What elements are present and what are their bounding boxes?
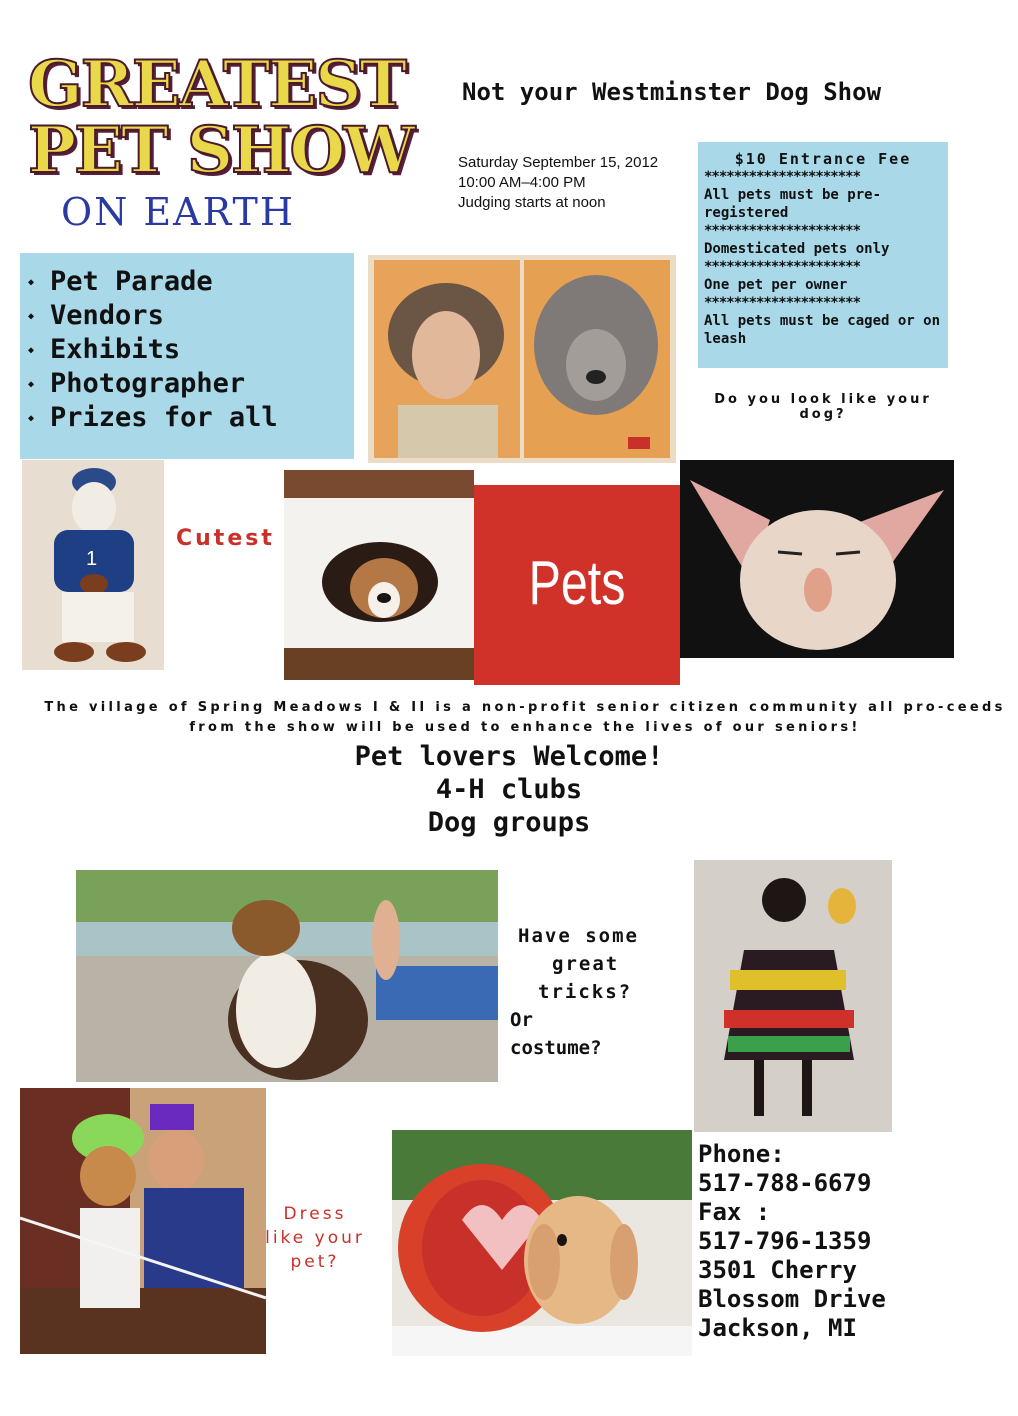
event-time: 10:00 AM–4:00 PM (458, 174, 586, 191)
tagline: Not your Westminster Dog Show (462, 78, 882, 106)
event-info (458, 153, 658, 213)
rule-item: All pets must be caged or on leash (704, 313, 941, 347)
entrance-fee: $10 Entrance Fee (734, 150, 912, 168)
svg-text:1: 1 (86, 548, 98, 570)
rule-separator: ********************* (704, 169, 861, 185)
dress-line: pet? (290, 1252, 340, 1272)
rule-separator: ********************* (704, 223, 861, 239)
beagle-high-five-photo (76, 870, 498, 1082)
feature-item: ◆ Prizes for all (28, 401, 346, 435)
phone-label: Phone: (698, 1140, 785, 1168)
rule-item: Domesticated pets only (704, 241, 890, 257)
bunny-photo (392, 1130, 692, 1356)
event-date: Saturday September 15, 2012 (458, 154, 659, 171)
welcome-line: Pet lovers Welcome! (354, 741, 664, 772)
rules-panel (698, 142, 948, 368)
feature-item: ◆ Photographer (28, 367, 346, 401)
address-line-1: 3501 Cherry (698, 1256, 857, 1284)
title-line-3: ON EARTH (60, 190, 296, 234)
village-description: The village of Spring Meadows I & II is a non-profit senior citizen community all pro-ceeds from the show will be used to enhance the lives of our seniors! (44, 700, 1006, 735)
football-dog-photo (22, 460, 164, 670)
rule-item: All pets must be pre-registered (704, 187, 882, 221)
show-title (28, 47, 414, 252)
title-line-1: GREATEST (28, 47, 406, 122)
tricks-line: tricks? (538, 981, 633, 1003)
puppy-photo (284, 470, 474, 680)
dress-question (265, 1202, 365, 1274)
tricks-question (510, 922, 639, 1062)
tricks-line: Or (510, 1009, 533, 1031)
address-line-2: Blossom Drive (698, 1285, 886, 1313)
lookalike-question: Do you look like your dog? (714, 392, 932, 422)
title-line-2: PET SHOW (28, 113, 414, 188)
feature-item: ◆ Pet Parade (28, 265, 346, 299)
welcome-line: 4-H clubs (435, 774, 583, 805)
rule-separator: ********************* (704, 259, 861, 275)
features-panel (20, 253, 354, 459)
phone-number: 517-788-6679 (698, 1169, 872, 1197)
dress-up-dog-photo (20, 1088, 266, 1354)
tricks-line: Have some (518, 925, 639, 947)
pets-label: Pets (528, 549, 626, 618)
welcome-block (0, 740, 1018, 839)
cutest-label: Cutest (176, 526, 275, 551)
big-eared-cat-photo (680, 460, 954, 658)
tricks-line: costume? (510, 1037, 602, 1059)
address-line-3: Jackson, MI (698, 1314, 857, 1342)
dress-line: like your (265, 1228, 365, 1248)
costume-dog-photo (694, 860, 892, 1132)
dress-line: Dress (283, 1204, 347, 1224)
contact-info (698, 1140, 886, 1343)
feature-item: ◆ Vendors (28, 299, 346, 333)
feature-item: ◆ Exhibits (28, 333, 346, 367)
fax-number: 517-796-1359 (698, 1227, 872, 1255)
fax-label: Fax : (698, 1198, 771, 1226)
rule-item: One pet per owner (704, 277, 848, 293)
event-judging: Judging starts at noon (458, 194, 606, 211)
rule-separator: ********************* (704, 295, 861, 311)
welcome-line: Dog groups (427, 807, 591, 838)
woman-poodle-photo (368, 255, 676, 463)
tricks-line: great (552, 953, 620, 975)
